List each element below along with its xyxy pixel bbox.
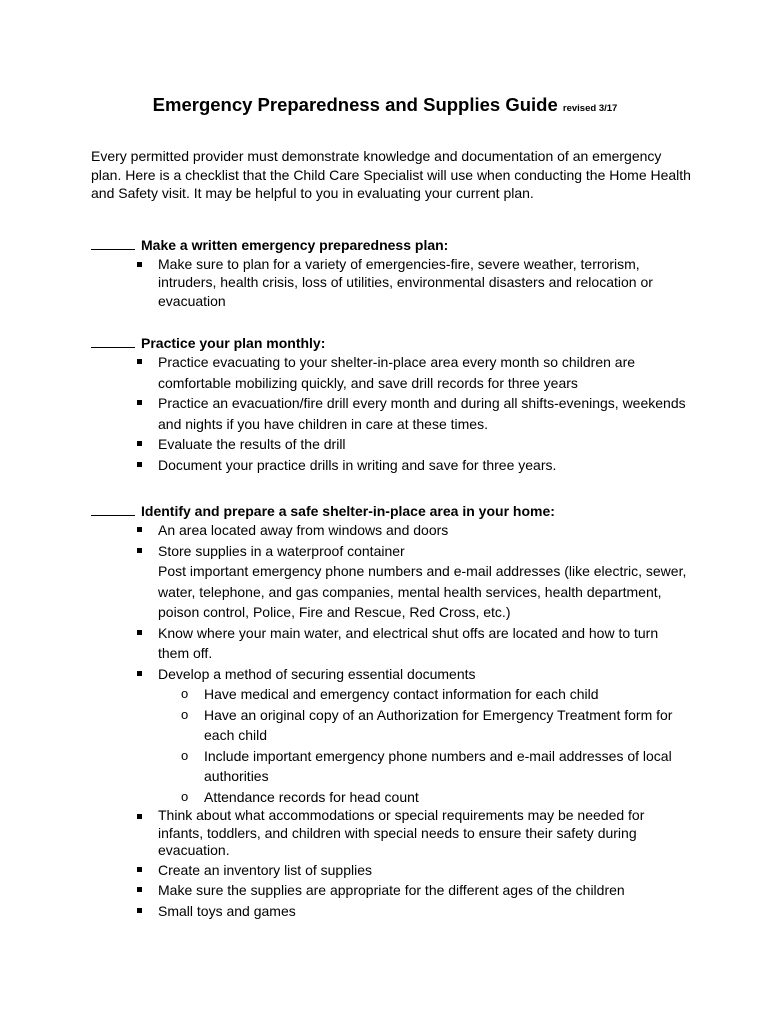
list-item: Practice an evacuation/fire drill every month and during all shifts-evenings, weekends and nights if you have children in care at these times. [91, 393, 698, 434]
revision-label: revised 3/17 [562, 103, 618, 114]
sub-list-item: o Have medical and emergency contact information for each child [158, 684, 701, 705]
list-item: Store supplies in a waterproof container [91, 541, 701, 562]
list-item [91, 664, 701, 808]
bullet-list [91, 352, 701, 475]
checkbox-blank [91, 237, 135, 250]
list-item-text: Develop a method of securing essential documents [158, 665, 476, 682]
list-item: Post important emergency phone numbers and e-mail addresses (like electric, sewer, water, telephone, and gas companies, mental health services, health department, poison control, Police, Fire and Rescue, Red Cross, etc.) [158, 563, 687, 620]
bullet-list [91, 520, 701, 921]
list-item: Evaluate the results of the drill [91, 434, 701, 455]
checkbox-blank [91, 503, 135, 516]
sub-list-item: o Include important emergency phone numbers and e-mail addresses of local authorities [158, 746, 704, 787]
bullet-list [91, 255, 701, 311]
list-item: Know where your main water, and electrical shut offs are located and how to turn them off. [91, 623, 688, 664]
sub-list [158, 684, 701, 807]
list-item: Practice evacuating to your shelter-in-place area every month so children are comfortable mobilizing quickly, and save drill records for three years [91, 352, 698, 393]
sub-list-item: o Attendance records for head count [158, 787, 701, 808]
list-item: Make sure to plan for a variety of emergencies-fire, severe weather, terrorism, intruders, health crisis, loss of utilities, environmental disasters and relocation or evacuation [91, 255, 698, 311]
title-text: Emergency Preparedness and Supplies Guide [152, 94, 558, 115]
list-item: Create an inventory list of supplies [91, 860, 701, 881]
list-item: Document your practice drills in writing and save for three years. [91, 455, 701, 476]
section-heading-text: Make a written emergency preparedness plan: [141, 237, 449, 253]
section-written-plan [91, 236, 701, 310]
sub-list-item: o Have an original copy of an Authorization for Emergency Treatment form for each child [158, 705, 704, 746]
checkbox-blank [91, 335, 135, 348]
section-heading-text: Identify and prepare a safe shelter-in-place area in your home: [141, 503, 555, 519]
section-heading-text: Practice your plan monthly: [141, 335, 326, 351]
section-practice-plan [91, 334, 701, 475]
page-title [0, 94, 770, 116]
list-item: Think about what accommodations or special requirements may be needed for infants, toddlers, and children with special needs to ensure their safety during evacuation. [91, 807, 683, 860]
section-shelter-area [91, 502, 701, 921]
section-heading [91, 236, 701, 255]
list-item: Small toys and games [91, 901, 701, 922]
list-item: An area located away from windows and doors [91, 520, 701, 541]
section-heading [91, 502, 701, 520]
intro-paragraph: Every permitted provider must demonstrate knowledge and documentation of an emergency plan. Here is a checklist that the Child Care Specialist will use when conducting the Home Health and Safety visit. It may be helpful to you in evaluating your current plan. [91, 148, 691, 201]
list-item: Make sure the supplies are appropriate for the different ages of the children [91, 880, 701, 901]
section-heading [91, 334, 701, 352]
